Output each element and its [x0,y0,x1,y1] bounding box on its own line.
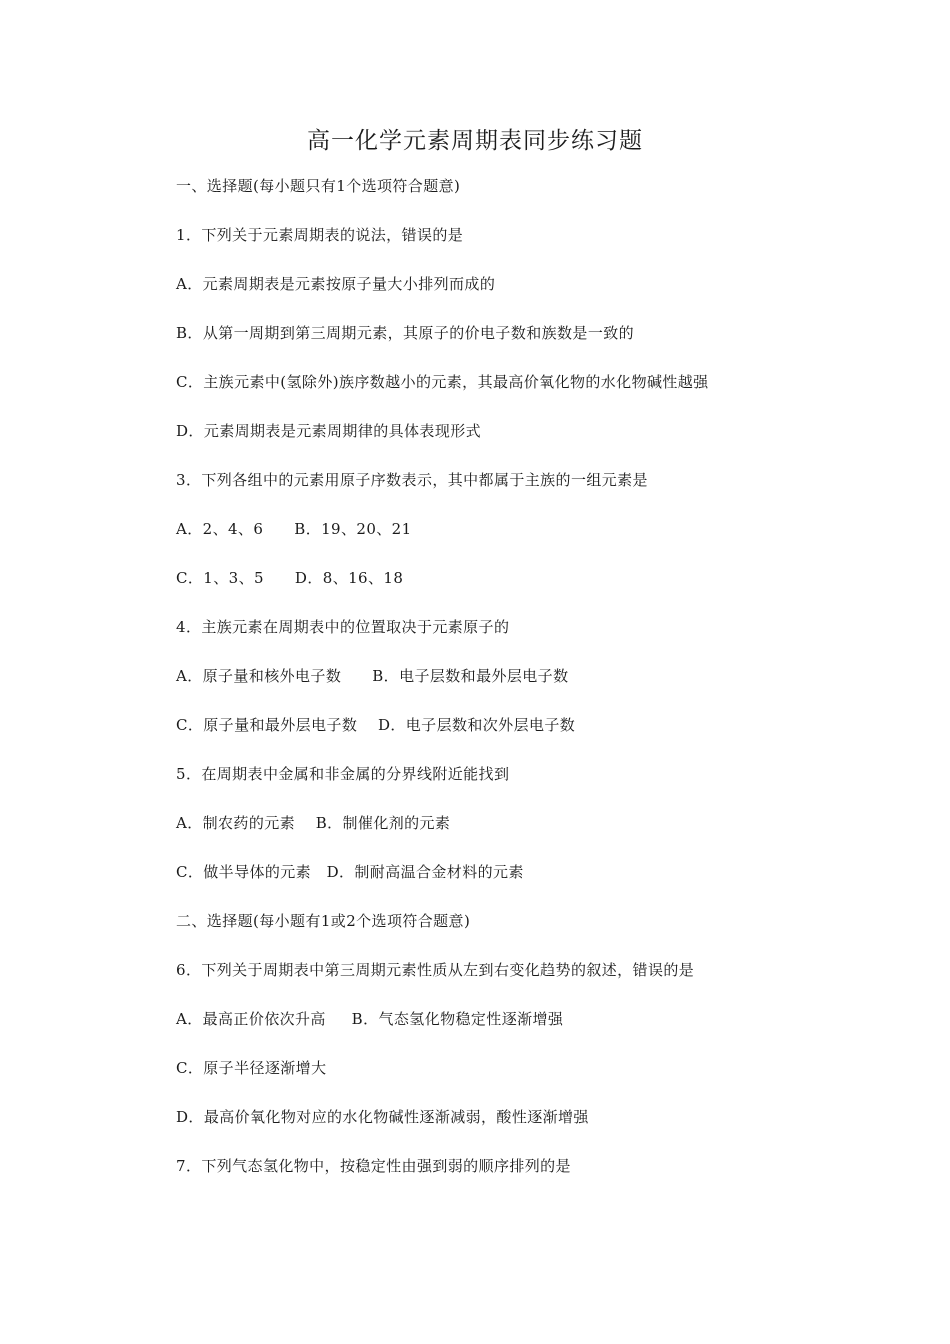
question-1-option-d: D．元素周期表是元素周期律的具体表现形式 [176,422,482,440]
question-6-options-ab: A．最高正价依次升高 B．气态氢化物稳定性逐渐增强 [176,1010,564,1028]
question-7: 7．下列气态氢化物中，按稳定性由强到弱的顺序排列的是 [176,1157,571,1175]
question-4-options-cd: C．原子量和最外层电子数 D．电子层数和次外层电子数 [176,716,576,734]
question-5-options-ab: A．制农药的元素 B．制催化剂的元素 [176,814,451,832]
document-body [176,176,896,1205]
question-1-option-c: C．主族元素中(氢除外)族序数越小的元素，其最高价氧化物的水化物碱性越强 [176,373,709,391]
section-heading-1: 一、选择题(每小题只有1个选项符合题意) [176,177,461,195]
question-1: 1．下列关于元素周期表的说法，错误的是 [176,226,464,244]
question-3-options-cd: C．1、3、5 D．8、16、18 [176,569,404,587]
question-1-option-b: B．从第一周期到第三周期元素，其原子的价电子数和族数是一致的 [176,324,635,342]
question-5: 5．在周期表中金属和非金属的分界线附近能找到 [176,765,510,783]
document-title: 高一化学元素周期表同步练习题 [307,128,643,154]
section-heading-2: 二、选择题(每小题有1或2个选项符合题意) [176,912,471,930]
question-6-option-d: D．最高价氧化物对应的水化物碱性逐渐减弱，酸性逐渐增强 [176,1108,589,1126]
question-6-option-c: C．原子半径逐渐增大 [176,1059,327,1077]
question-5-options-cd: C．做半导体的元素 D．制耐高温合金材料的元素 [176,863,524,881]
question-4: 4．主族元素在周期表中的位置取决于元素原子的 [176,618,510,636]
question-6: 6．下列关于周期表中第三周期元素性质从左到右变化趋势的叙述，错误的是 [176,961,695,979]
question-1-option-a: A．元素周期表是元素按原子量大小排列而成的 [176,275,496,293]
question-4-options-ab: A．原子量和核外电子数 B．电子层数和最外层电子数 [176,667,569,685]
question-3: 3．下列各组中的元素用原子序数表示，其中都属于主族的一组元素是 [176,471,648,489]
question-3-options-ab: A．2、4、6 B．19、20、21 [176,520,412,538]
